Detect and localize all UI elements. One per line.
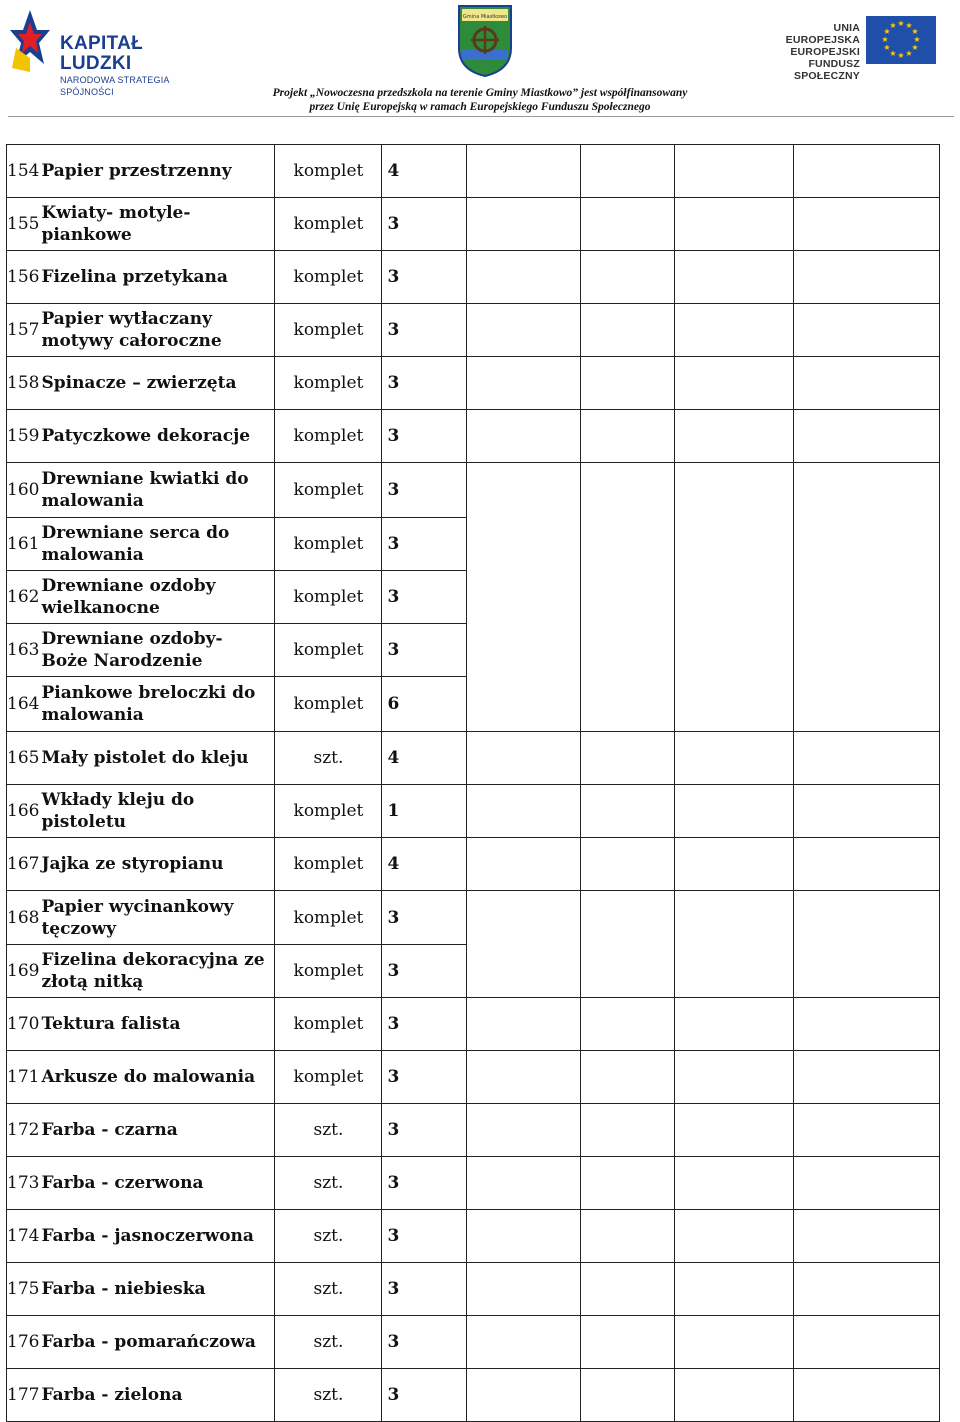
item-name: Drewniane ozdoby- Boże Narodzenie <box>39 624 275 677</box>
item-unit: komplet <box>275 677 382 732</box>
empty-cell-3 <box>675 1210 794 1263</box>
project-line-1: Projekt „Nowoczesna przedszkola na terenie Gminy Miastkowo” jest współfinansowany <box>272 87 688 99</box>
table-row <box>7 1104 940 1157</box>
empty-cell-2 <box>581 251 675 304</box>
empty-cell-1 <box>467 463 581 732</box>
empty-cell-4 <box>794 463 940 732</box>
empty-cell-4 <box>794 732 940 785</box>
table-row <box>7 251 940 304</box>
item-number: 166 <box>7 785 40 838</box>
items-table-body <box>7 145 940 1422</box>
empty-cell-3 <box>675 304 794 357</box>
item-number: 161 <box>7 518 40 571</box>
item-name: Fizelina dekoracyjna ze złotą nitką <box>39 945 275 998</box>
item-quantity: 3 <box>382 251 467 304</box>
item-unit: komplet <box>275 198 382 251</box>
item-quantity: 3 <box>382 463 467 518</box>
empty-cell-1 <box>467 785 581 838</box>
item-name: Drewniane kwiatki do malowania <box>39 463 275 518</box>
item-number: 158 <box>7 357 40 410</box>
kapital-ludzki-star-icon <box>8 8 52 74</box>
table-row <box>7 463 940 518</box>
empty-cell-1 <box>467 251 581 304</box>
crest-caption: Gmina Miastkowo <box>462 14 508 20</box>
empty-cell-3 <box>675 145 794 198</box>
table-row <box>7 998 940 1051</box>
item-number: 169 <box>7 945 40 998</box>
project-statement <box>180 86 780 114</box>
eu-line-1: UNIA EUROPEJSKA <box>785 22 860 46</box>
eu-fund-label <box>766 22 860 82</box>
item-number: 154 <box>7 145 40 198</box>
table-row <box>7 838 940 891</box>
empty-cell-4 <box>794 145 940 198</box>
item-quantity: 4 <box>382 838 467 891</box>
table-row <box>7 732 940 785</box>
item-unit: szt. <box>275 1316 382 1369</box>
empty-cell-2 <box>581 891 675 998</box>
empty-cell-3 <box>675 785 794 838</box>
empty-cell-1 <box>467 1104 581 1157</box>
empty-cell-2 <box>581 304 675 357</box>
empty-cell-2 <box>581 785 675 838</box>
svg-text:★: ★ <box>883 27 891 36</box>
empty-cell-3 <box>675 198 794 251</box>
item-quantity: 3 <box>382 1210 467 1263</box>
item-number: 163 <box>7 624 40 677</box>
item-name: Kwiaty- motyle- piankowe <box>39 198 275 251</box>
empty-cell-1 <box>467 1263 581 1316</box>
eu-flag-icon <box>866 16 936 64</box>
empty-cell-4 <box>794 1263 940 1316</box>
item-number: 176 <box>7 1316 40 1369</box>
empty-cell-3 <box>675 1369 794 1422</box>
empty-cell-3 <box>675 1157 794 1210</box>
empty-cell-4 <box>794 1051 940 1104</box>
item-quantity: 3 <box>382 891 467 945</box>
empty-cell-3 <box>675 891 794 998</box>
page-header <box>0 0 960 118</box>
item-number: 175 <box>7 1263 40 1316</box>
empty-cell-1 <box>467 1051 581 1104</box>
item-unit: komplet <box>275 838 382 891</box>
item-name: Farba - czerwona <box>39 1157 275 1210</box>
item-unit: komplet <box>275 518 382 571</box>
empty-cell-1 <box>467 198 581 251</box>
table-row <box>7 357 940 410</box>
empty-cell-3 <box>675 1316 794 1369</box>
item-number: 172 <box>7 1104 40 1157</box>
svg-text:★: ★ <box>913 35 921 44</box>
item-number: 174 <box>7 1210 40 1263</box>
item-quantity: 1 <box>382 785 467 838</box>
item-name: Patyczkowe dekoracje <box>39 410 275 463</box>
table-row <box>7 891 940 945</box>
empty-cell-4 <box>794 251 940 304</box>
empty-cell-2 <box>581 1263 675 1316</box>
empty-cell-3 <box>675 463 794 732</box>
item-number: 162 <box>7 571 40 624</box>
empty-cell-3 <box>675 1263 794 1316</box>
item-unit: szt. <box>275 1104 382 1157</box>
svg-text:★: ★ <box>881 35 889 44</box>
item-number: 157 <box>7 304 40 357</box>
item-unit: komplet <box>275 304 382 357</box>
item-name: Fizelina przetykana <box>39 251 275 304</box>
kapital-ludzki-subtitle: NARODOWA STRATEGIA SPÓJNOŚCI <box>60 75 170 97</box>
empty-cell-4 <box>794 1104 940 1157</box>
item-quantity: 3 <box>382 571 467 624</box>
table-row <box>7 304 940 357</box>
empty-cell-3 <box>675 251 794 304</box>
item-number: 164 <box>7 677 40 732</box>
item-quantity: 3 <box>382 1157 467 1210</box>
item-unit: komplet <box>275 463 382 518</box>
table-row <box>7 1263 940 1316</box>
empty-cell-2 <box>581 1051 675 1104</box>
empty-cell-2 <box>581 1157 675 1210</box>
empty-cell-1 <box>467 891 581 998</box>
empty-cell-1 <box>467 732 581 785</box>
item-quantity: 3 <box>382 304 467 357</box>
item-number: 165 <box>7 732 40 785</box>
item-name: Arkusze do malowania <box>39 1051 275 1104</box>
item-quantity: 3 <box>382 1369 467 1422</box>
item-quantity: 3 <box>382 945 467 998</box>
item-name: Farba - czarna <box>39 1104 275 1157</box>
empty-cell-3 <box>675 357 794 410</box>
svg-text:★: ★ <box>883 43 891 52</box>
empty-cell-4 <box>794 304 940 357</box>
empty-cell-1 <box>467 357 581 410</box>
item-quantity: 4 <box>382 145 467 198</box>
item-number: 177 <box>7 1369 40 1422</box>
item-unit: szt. <box>275 1369 382 1422</box>
empty-cell-4 <box>794 998 940 1051</box>
item-quantity: 3 <box>382 998 467 1051</box>
item-unit: komplet <box>275 945 382 998</box>
item-quantity: 4 <box>382 732 467 785</box>
svg-text:★: ★ <box>911 43 919 52</box>
item-name: Wkłady kleju do pistoletu <box>39 785 275 838</box>
item-unit: komplet <box>275 571 382 624</box>
items-table <box>6 144 940 1422</box>
item-unit: szt. <box>275 1210 382 1263</box>
empty-cell-4 <box>794 785 940 838</box>
empty-cell-4 <box>794 1210 940 1263</box>
empty-cell-1 <box>467 304 581 357</box>
empty-cell-4 <box>794 891 940 998</box>
empty-cell-2 <box>581 1369 675 1422</box>
empty-cell-3 <box>675 1104 794 1157</box>
header-divider <box>8 116 954 117</box>
item-name: Farba - zielona <box>39 1369 275 1422</box>
empty-cell-2 <box>581 732 675 785</box>
empty-cell-2 <box>581 145 675 198</box>
item-name: Jajka ze styropianu <box>39 838 275 891</box>
item-quantity: 3 <box>382 1051 467 1104</box>
item-name: Papier przestrzenny <box>39 145 275 198</box>
item-number: 159 <box>7 410 40 463</box>
item-unit: komplet <box>275 891 382 945</box>
svg-text:★: ★ <box>897 51 905 60</box>
item-name: Farba - pomarańczowa <box>39 1316 275 1369</box>
item-name: Farba - niebieska <box>39 1263 275 1316</box>
empty-cell-1 <box>467 1157 581 1210</box>
svg-text:★: ★ <box>889 21 897 30</box>
empty-cell-4 <box>794 838 940 891</box>
item-name: Mały pistolet do kleju <box>39 732 275 785</box>
item-unit: szt. <box>275 732 382 785</box>
item-quantity: 3 <box>382 1104 467 1157</box>
item-number: 171 <box>7 1051 40 1104</box>
item-quantity: 3 <box>382 1263 467 1316</box>
item-unit: szt. <box>275 1157 382 1210</box>
svg-text:★: ★ <box>897 19 905 28</box>
table-row <box>7 1316 940 1369</box>
empty-cell-2 <box>581 838 675 891</box>
item-number: 173 <box>7 1157 40 1210</box>
item-quantity: 6 <box>382 677 467 732</box>
item-name: Drewniane ozdoby wielkanocne <box>39 571 275 624</box>
empty-cell-1 <box>467 1316 581 1369</box>
table-row <box>7 1210 940 1263</box>
item-number: 168 <box>7 891 40 945</box>
item-unit: komplet <box>275 145 382 198</box>
svg-text:★: ★ <box>905 49 913 58</box>
table-row <box>7 785 940 838</box>
item-quantity: 3 <box>382 357 467 410</box>
empty-cell-2 <box>581 1210 675 1263</box>
empty-cell-2 <box>581 1104 675 1157</box>
item-name: Farba - jasnoczerwona <box>39 1210 275 1263</box>
empty-cell-2 <box>581 998 675 1051</box>
item-name: Spinacze – zwierzęta <box>39 357 275 410</box>
item-number: 160 <box>7 463 40 518</box>
empty-cell-1 <box>467 838 581 891</box>
svg-text:★: ★ <box>889 49 897 58</box>
empty-cell-3 <box>675 838 794 891</box>
item-unit: komplet <box>275 1051 382 1104</box>
item-name: Papier wycinankowy tęczowy <box>39 891 275 945</box>
empty-cell-2 <box>581 1316 675 1369</box>
empty-cell-4 <box>794 1369 940 1422</box>
table-row <box>7 145 940 198</box>
empty-cell-1 <box>467 1369 581 1422</box>
empty-cell-4 <box>794 198 940 251</box>
item-unit: komplet <box>275 410 382 463</box>
empty-cell-3 <box>675 732 794 785</box>
eu-line-3: FUNDUSZ SPOŁECZNY <box>794 58 860 82</box>
item-unit: szt. <box>275 1263 382 1316</box>
empty-cell-2 <box>581 410 675 463</box>
item-quantity: 3 <box>382 198 467 251</box>
item-number: 167 <box>7 838 40 891</box>
item-unit: komplet <box>275 357 382 410</box>
empty-cell-3 <box>675 998 794 1051</box>
item-quantity: 3 <box>382 624 467 677</box>
item-name: Tektura falista <box>39 998 275 1051</box>
empty-cell-4 <box>794 1316 940 1369</box>
empty-cell-1 <box>467 998 581 1051</box>
project-line-2: przez Unię Europejską w ramach Europejskiego Funduszu Społecznego <box>309 101 651 113</box>
kapital-ludzki-logo <box>8 8 208 97</box>
item-unit: komplet <box>275 998 382 1051</box>
item-number: 156 <box>7 251 40 304</box>
item-unit: komplet <box>275 251 382 304</box>
item-quantity: 3 <box>382 410 467 463</box>
empty-cell-3 <box>675 1051 794 1104</box>
item-number: 155 <box>7 198 40 251</box>
empty-cell-2 <box>581 198 675 251</box>
empty-cell-2 <box>581 357 675 410</box>
item-number: 170 <box>7 998 40 1051</box>
gmina-crest-icon <box>456 4 514 78</box>
empty-cell-2 <box>581 463 675 732</box>
svg-text:★: ★ <box>905 21 913 30</box>
table-row <box>7 1051 940 1104</box>
item-unit: komplet <box>275 785 382 838</box>
svg-text:★: ★ <box>911 27 919 36</box>
item-quantity: 3 <box>382 1316 467 1369</box>
item-quantity: 3 <box>382 518 467 571</box>
table-row <box>7 198 940 251</box>
empty-cell-4 <box>794 410 940 463</box>
item-name: Drewniane serca do malowania <box>39 518 275 571</box>
item-unit: komplet <box>275 624 382 677</box>
empty-cell-4 <box>794 357 940 410</box>
table-row <box>7 410 940 463</box>
table-row <box>7 1157 940 1210</box>
table-row <box>7 1369 940 1422</box>
kapital-ludzki-title: KAPITAŁ LUDZKI <box>60 33 144 74</box>
empty-cell-1 <box>467 410 581 463</box>
empty-cell-1 <box>467 145 581 198</box>
item-name: Piankowe breloczki do malowania <box>39 677 275 732</box>
empty-cell-4 <box>794 1157 940 1210</box>
empty-cell-3 <box>675 410 794 463</box>
item-name: Papier wytłaczany motywy całoroczne <box>39 304 275 357</box>
empty-cell-1 <box>467 1210 581 1263</box>
eu-line-2: EUROPEJSKI <box>790 46 860 58</box>
